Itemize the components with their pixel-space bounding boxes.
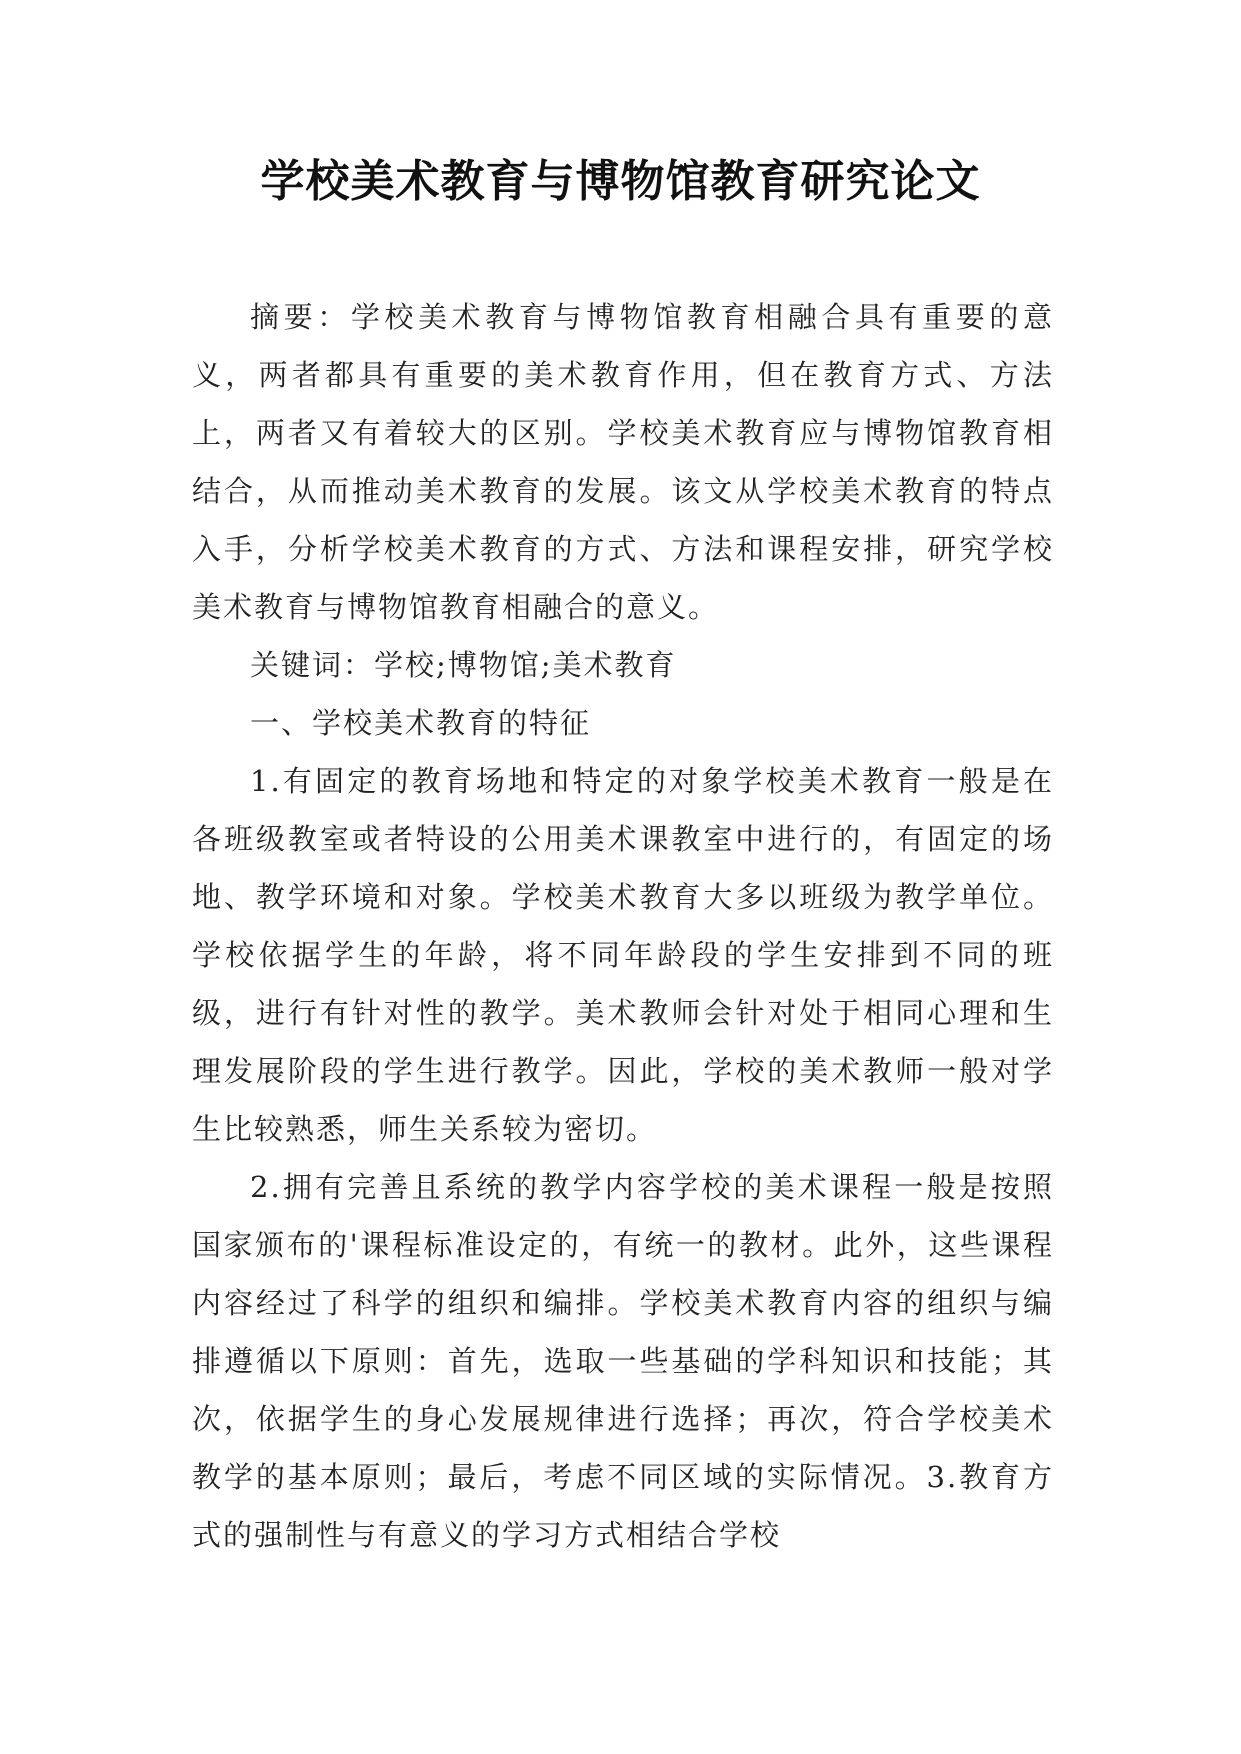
document-title: 学校美术教育与博物馆教育研究论文	[260, 156, 981, 207]
body-paragraph: 2.拥有完善且系统的教学内容学校的美术课程一般是按照国家颁布的'课程标准设定的，有统一的教材。此外，这些课程内容经过了科学的组织和编排。学校美术教育内容的组织与编排遵循以下原则：首先，选取一些基础的学科知识和技能；其次，依据学生的身心发展规律进行选择；再次，符合学校美术教学的基本原则；最后，考虑不同区域的实际情况。3.教育方式的强制性与有意义的学习方式相结合学校	[192, 1170, 1054, 1552]
keywords-paragraph: 关键词：学校;博物馆;美术教育	[250, 648, 677, 682]
body-paragraph: 1.有固定的教育场地和特定的对象学校美术教育一般是在各班级教室或者特设的公用美术课教室中进行的，有固定的场地、教学环境和对象。学校美术教育大多以班级为教学单位。学校依据学生的年龄，将不同年龄段的学生安排到不同的班级，进行有针对性的教学。美术教师会针对处于相同心理和生理发展阶段的学生进行教学。因此，学校的美术教师一般对学生比较熟悉，师生关系较为密切。	[192, 764, 1054, 1146]
abstract-paragraph: 摘要：学校美术教育与博物馆教育相融合具有重要的意义，两者都具有重要的美术教育作用，但在教育方式、方法上，两者又有着较大的区别。学校美术教育应与博物馆教育相结合，从而推动美术教育的发展。该文从学校美术教育的特点入手，分析学校美术教育的方式、方法和课程安排，研究学校美术教育与博物馆教育相融合的意义。	[192, 300, 1054, 624]
document-body	[192, 288, 1054, 1564]
section-heading: 一、学校美术教育的特征	[250, 706, 592, 740]
